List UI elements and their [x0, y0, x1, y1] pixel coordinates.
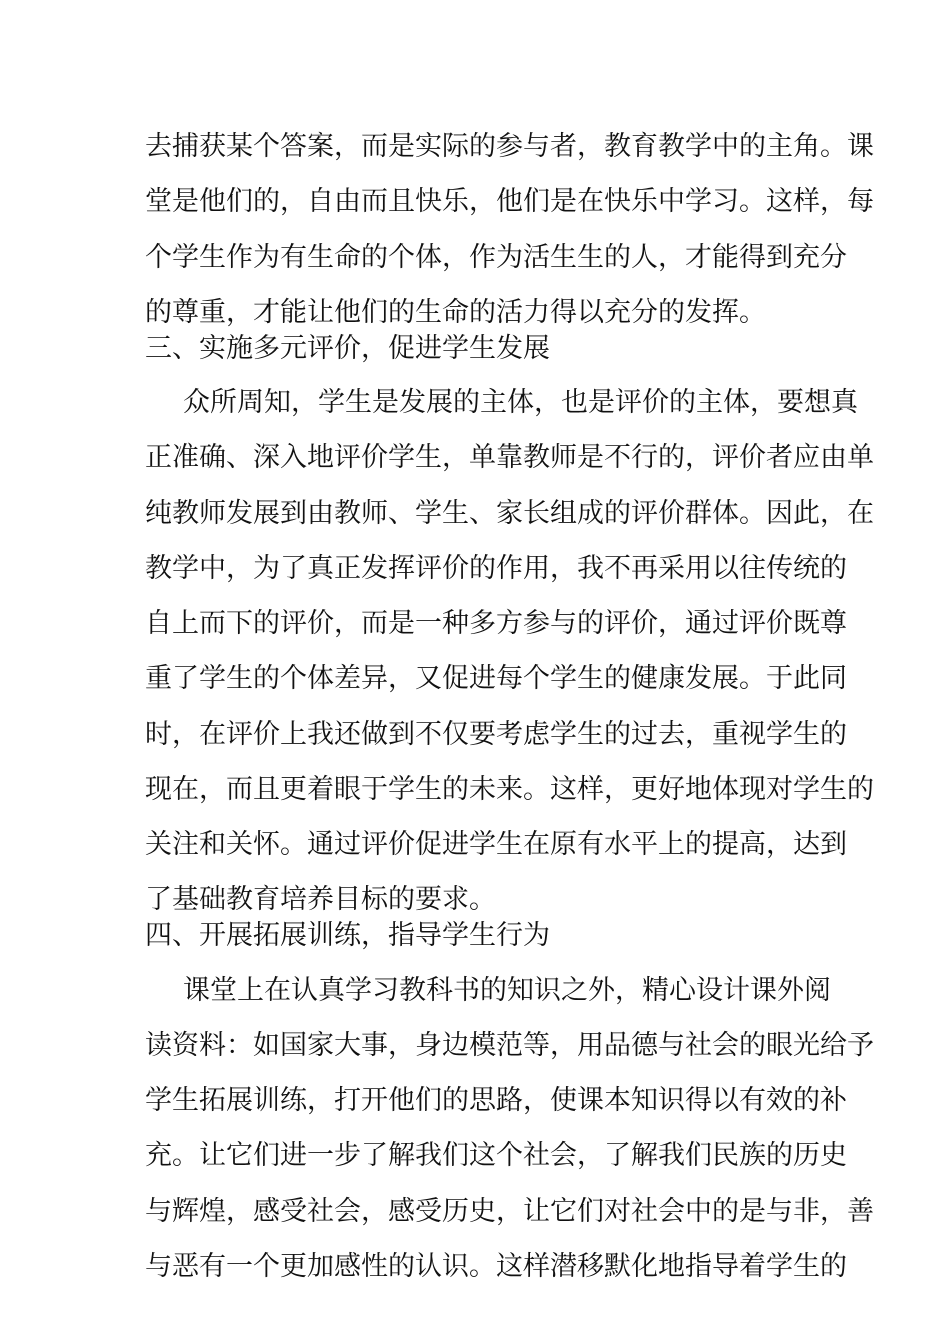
paragraph-line: 充。让它们进一步了解我们这个社会，了解我们民族的历史: [145, 1140, 847, 1171]
paragraph-line: 堂是他们的，自由而且快乐，他们是在快乐中学习。这样，每: [145, 186, 874, 217]
paragraph-line: 正准确、深入地评价学生，单靠教师是不行的，评价者应由单: [145, 442, 874, 473]
paragraph-line: 教学中，为了真正发挥评价的作用，我不再采用以往传统的: [145, 553, 847, 584]
paragraph-line: 现在，而且更着眼于学生的未来。这样，更好地体现对学生的: [145, 774, 874, 805]
paragraph-line: 时，在评价上我还做到不仅要考虑学生的过去，重视学生的: [145, 719, 847, 750]
paragraph-line: 学生拓展训练，打开他们的思路，使课本知识得以有效的补: [145, 1085, 847, 1116]
paragraph-line: 了基础教育培养目标的要求。: [145, 884, 496, 915]
paragraph-line: 纯教师发展到由教师、学生、家长组成的评价群体。因此，在: [145, 498, 874, 529]
paragraph-line: 与辉煌，感受社会，感受历史，让它们对社会中的是与非，善: [145, 1196, 874, 1227]
paragraph-line: 读资料：如国家大事，身边模范等，用品德与社会的眼光给予: [145, 1030, 874, 1061]
paragraph-line: 与恶有一个更加感性的认识。这样潜移默化地指导着学生的: [145, 1251, 847, 1282]
paragraph-line: 去捕获某个答案，而是实际的参与者，教育教学中的主角。课: [145, 131, 874, 162]
paragraph-line: 个学生作为有生命的个体，作为活生生的人，才能得到充分: [145, 242, 847, 273]
section-heading: 四、开展拓展训练，指导学生行为: [145, 920, 550, 951]
paragraph-line: 众所周知，学生是发展的主体，也是评价的主体，要想真: [183, 387, 858, 418]
paragraph-line: 课堂上在认真学习教科书的知识之外，精心设计课外阅: [183, 975, 831, 1006]
paragraph-line: 自上而下的评价，而是一种多方参与的评价，通过评价既尊: [145, 608, 847, 639]
paragraph-line: 重了学生的个体差异，又促进每个学生的健康发展。于此同: [145, 663, 847, 694]
paragraph-line: 的尊重，才能让他们的生命的活力得以充分的发挥。: [145, 297, 766, 328]
paragraph-line: 关注和关怀。通过评价促进学生在原有水平上的提高，达到: [145, 829, 847, 860]
section-heading: 三、实施多元评价，促进学生发展: [145, 333, 550, 364]
